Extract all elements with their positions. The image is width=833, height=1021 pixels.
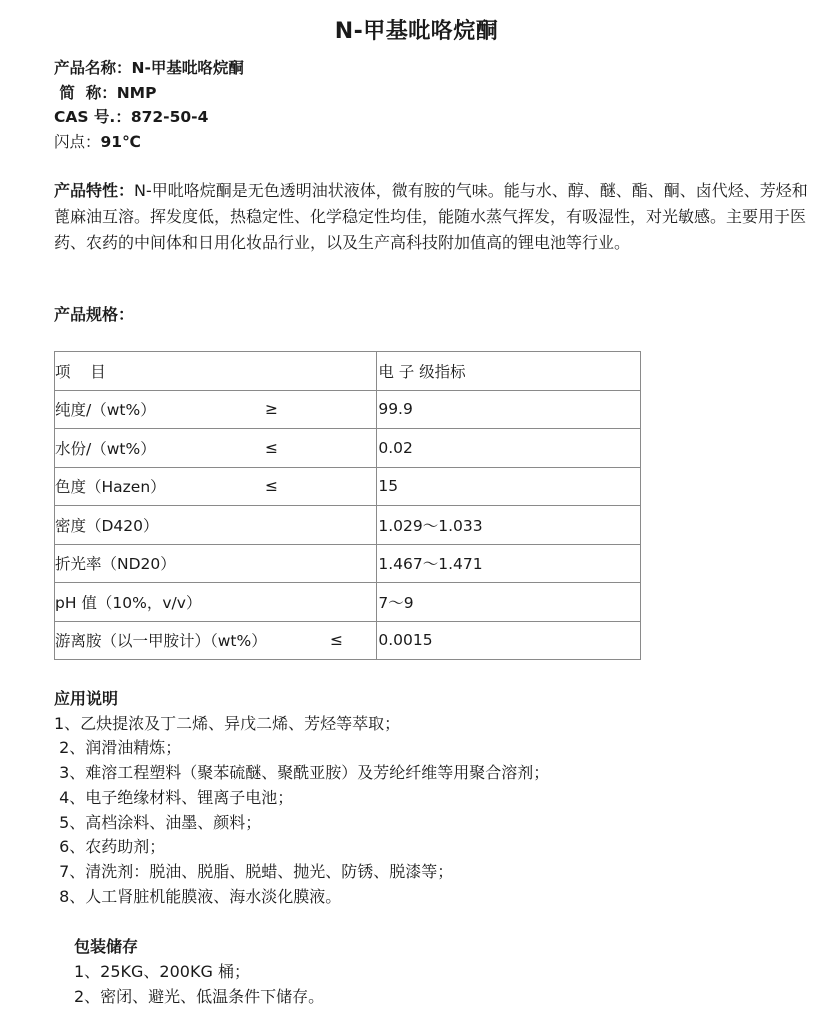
- spec-item-cell: [55, 583, 377, 622]
- spec-value: 7～9: [378, 593, 414, 612]
- product-info: [54, 56, 244, 154]
- usage-list: [54, 712, 549, 910]
- spec-item-cell: [55, 390, 377, 429]
- document-title: N-甲基吡咯烷酮: [334, 19, 499, 44]
- packaging-list-item: 2、密闭、避光、低温条件下储存。: [74, 987, 325, 1006]
- spec-table-row: [55, 390, 641, 429]
- spec-value-cell: [377, 467, 641, 506]
- spec-header-item: [55, 352, 377, 391]
- usage-list-item: 2、润滑油精炼；: [54, 738, 182, 758]
- usage-list-item: 5、高档涂料、油墨、颜料；: [54, 812, 262, 832]
- packaging-list-item: 1、25KG、200KG 桶；: [74, 962, 250, 981]
- spec-item-label: 密度（D420）: [55, 516, 159, 535]
- spec-header-item-label: 项 目: [55, 362, 106, 381]
- spec-item-cell: [55, 429, 377, 468]
- spec-value: 1.029～1.033: [378, 516, 483, 535]
- spec-item-label: 水份/（wt%）: [55, 439, 156, 458]
- spec-item-cell: [55, 506, 377, 545]
- usage-list-item: 6、农药助剂；: [54, 837, 166, 857]
- spec-table: [54, 351, 641, 660]
- spec-value-cell: [377, 390, 641, 429]
- packaging-list: [74, 959, 324, 1009]
- usage-section: [54, 687, 549, 909]
- spec-value: 15: [378, 477, 399, 496]
- usage-list-item: 4、电子绝缘材料、锂离子电池；: [54, 787, 294, 807]
- product-name: 产品名称：N-甲基吡咯烷酮: [54, 59, 244, 77]
- product-cas-number: CAS 号.：872-50-4: [54, 108, 209, 126]
- flash-point-value: 91℃: [100, 132, 141, 151]
- spec-item-operator: ≤: [265, 438, 278, 457]
- spec-item-cell: [55, 621, 377, 660]
- features-text: N-甲吡咯烷酮是无色透明油状液体，微有胺的气味。能与水、醇、醚、酯、酮、卤代烃、芳烃和蓖麻油互溶。挥发度低，热稳定性、化学稳定性均佳，能随水蒸气挥发，有吸湿性，对光敏感。主要用于医药、农药的中间体和日用化妆品行业，以及生产高科技附加值高的锂电池等行业。: [54, 181, 808, 252]
- features-label: 产品特性：: [54, 181, 135, 200]
- spec-item-operator: ≤: [265, 477, 278, 496]
- product-features: [54, 178, 814, 256]
- spec-value-cell: [377, 544, 641, 583]
- spec-table-row: [55, 621, 641, 660]
- spec-value-cell: [377, 583, 641, 622]
- spec-table-row: [55, 506, 641, 545]
- spec-item-label: 游离胺（以一甲胺计）（wt%）: [55, 632, 267, 651]
- spec-table-header-row: [55, 352, 641, 391]
- spec-value: 1.467～1.471: [378, 555, 483, 574]
- spec-value: 0.0015: [378, 631, 433, 650]
- spec-item-cell: [55, 544, 377, 583]
- spec-heading: 产品规格：: [54, 305, 135, 324]
- spec-item-label: pH 值（10%，v/v）: [55, 593, 202, 612]
- usage-heading: 应用说明: [54, 689, 119, 708]
- spec-table-row: [55, 583, 641, 622]
- usage-list-item: 7、清洗剂：脱油、脱脂、脱蜡、抛光、防锈、脱漆等；: [54, 861, 454, 881]
- spec-item-cell: [55, 467, 377, 506]
- spec-item-label: 折光率（ND20）: [55, 555, 176, 574]
- spec-item-operator: ≤: [330, 631, 343, 650]
- spec-value-cell: [377, 621, 641, 660]
- spec-item-operator: ≥: [265, 400, 278, 419]
- spec-value-cell: [377, 429, 641, 468]
- spec-header-value-label: 电 子 级指标: [378, 362, 466, 381]
- packaging-heading: 包装储存: [74, 937, 139, 956]
- usage-list-item: 1、乙炔提浓及丁二烯、异戊二烯、芳烃等萃取；: [54, 713, 401, 733]
- product-flash-point: [54, 130, 244, 155]
- spec-value: 99.9: [378, 400, 413, 419]
- usage-list-item: 3、难溶工程塑料（聚苯硫醚、聚酰亚胺）及芳纶纤维等用聚合溶剂；: [54, 763, 550, 783]
- spec-table-row: [55, 467, 641, 506]
- spec-header-value: [377, 352, 641, 391]
- flash-point-label: 闪点：: [54, 132, 101, 151]
- spec-table-row: [55, 544, 641, 583]
- spec-item-label: 色度（Hazen）: [55, 478, 166, 497]
- usage-list-item: 8、人工肾脏机能膜液、海水淡化膜液。: [54, 886, 342, 906]
- spec-item-label: 纯度/（wt%）: [55, 401, 156, 420]
- spec-value: 0.02: [378, 438, 413, 457]
- spec-value-cell: [377, 506, 641, 545]
- product-abbreviation: 简 称：NMP: [54, 83, 157, 102]
- spec-table-row: [55, 429, 641, 468]
- packaging-section: [74, 934, 324, 1009]
